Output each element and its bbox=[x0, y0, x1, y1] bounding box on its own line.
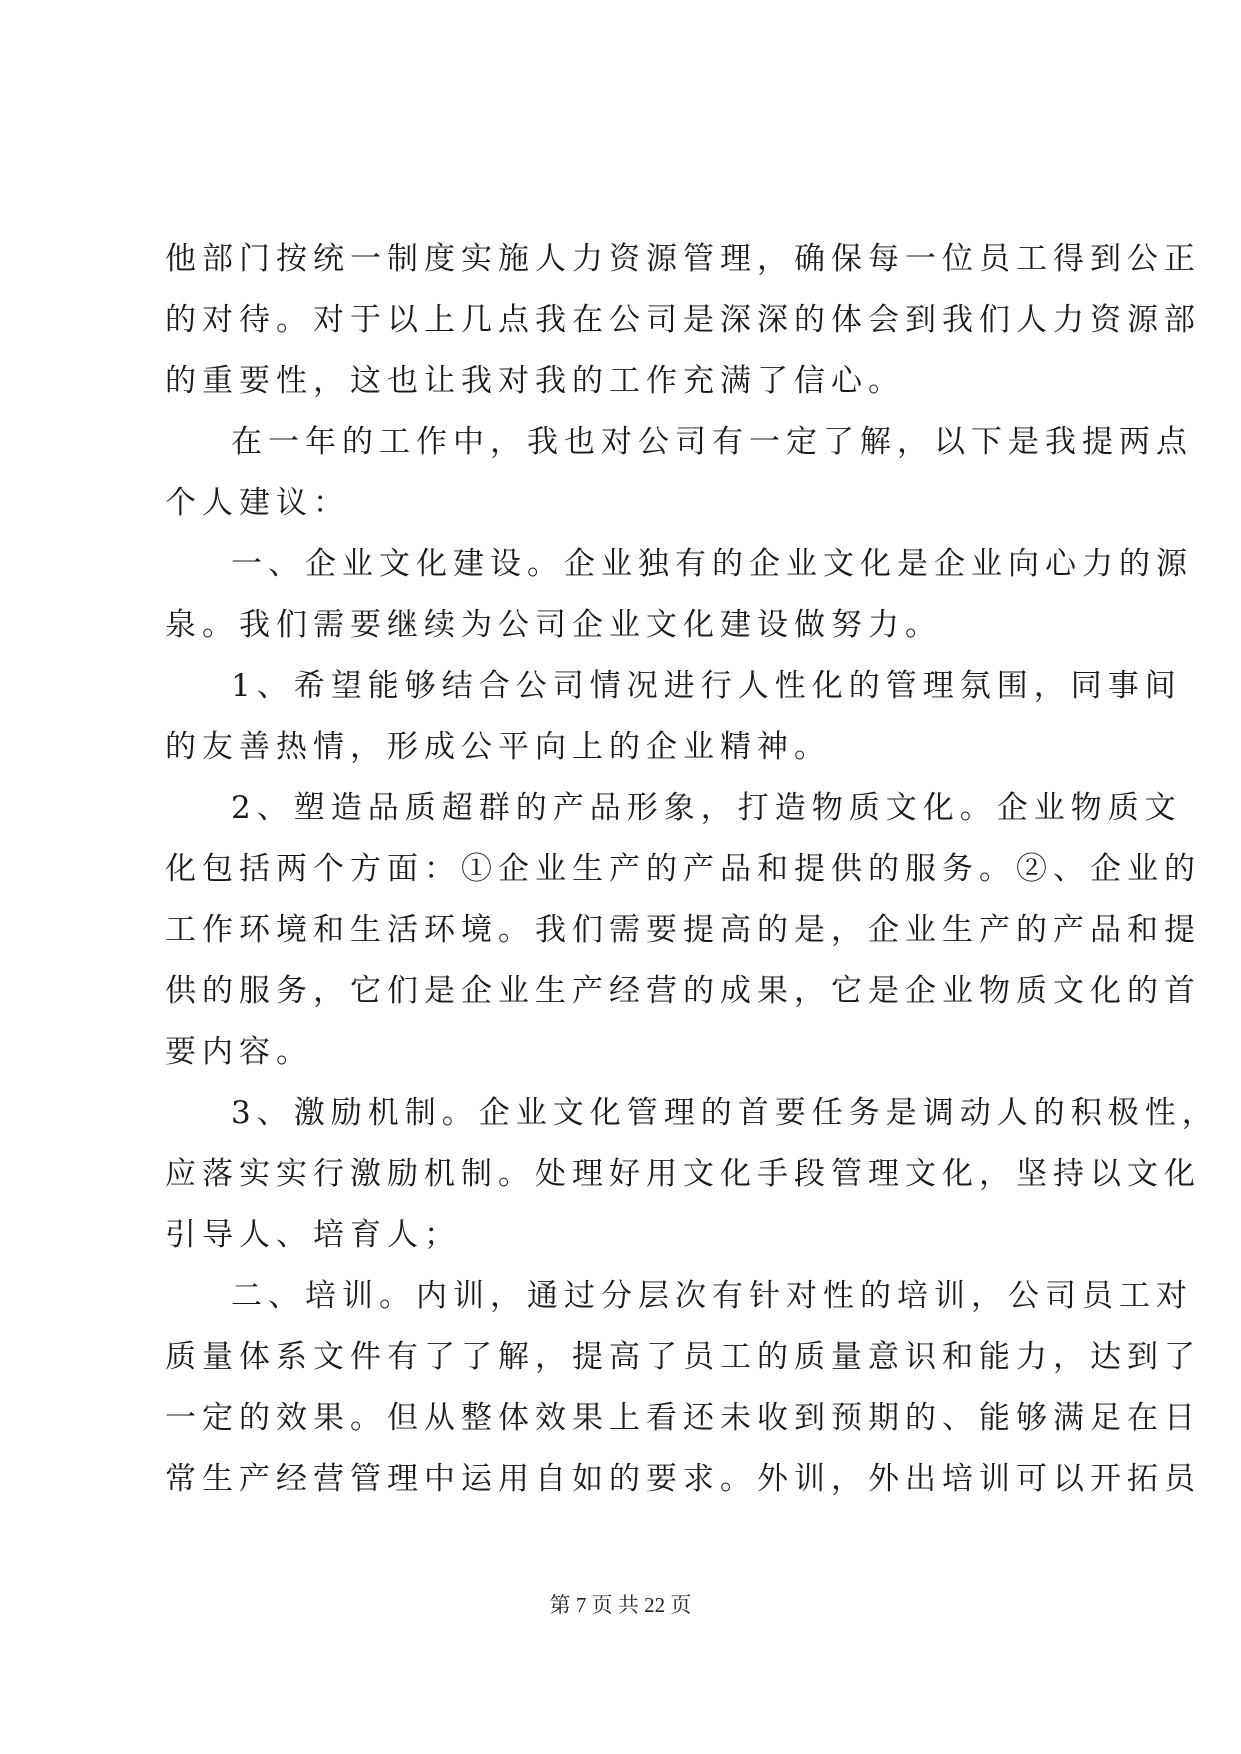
text-line: 一定的效果。但从整体效果上看还未收到预期的、能够满足在日 bbox=[165, 1400, 1201, 1436]
text-line: 供的服务，它们是企业生产经营的成果，它是企业物质文化的首 bbox=[165, 973, 1201, 1009]
text-line: 的友善热情，形成公平向上的企业精神。 bbox=[165, 729, 831, 765]
text-line: 应落实实行激励机制。处理好用文化手段管理文化，坚持以文化 bbox=[165, 1156, 1201, 1192]
text-line: 化包括两个方面：①企业生产的产品和提供的服务。②、企业的 bbox=[165, 851, 1201, 887]
text-line: 常生产经营管理中运用自如的要求。外训，外出培训可以开拓员 bbox=[165, 1461, 1201, 1497]
text-line: 工作环境和生活环境。我们需要提高的是，企业生产的产品和提 bbox=[165, 912, 1201, 948]
text-line: 个人建议： bbox=[165, 485, 350, 521]
text-line: 他部门按统一制度实施人力资源管理，确保每一位员工得到公正 bbox=[165, 241, 1201, 277]
text-line: 质量体系文件有了了解，提高了员工的质量意识和能力，达到了 bbox=[165, 1339, 1201, 1375]
text-line: 一、企业文化建设。企业独有的企业文化是企业向心力的源 bbox=[231, 546, 1193, 582]
text-line: 的对待。对于以上几点我在公司是深深的体会到我们人力资源部 bbox=[165, 302, 1201, 338]
text-line: 二、培训。内训，通过分层次有针对性的培训，公司员工对 bbox=[231, 1278, 1193, 1314]
page-number-footer: 第 7 页 共 22 页 bbox=[549, 1593, 692, 1617]
text-line: 3、激励机制。企业文化管理的首要任务是调动人的积极性， bbox=[231, 1095, 1219, 1131]
text-line: 2、塑造品质超群的产品形象，打造物质文化。企业物质文 bbox=[231, 790, 1182, 826]
text-line: 要内容。 bbox=[165, 1034, 313, 1070]
text-line: 泉。我们需要继续为公司企业文化建设做努力。 bbox=[165, 607, 942, 643]
document-body bbox=[165, 229, 1219, 1510]
text-line: 的重要性，这也让我对我的工作充满了信心。 bbox=[165, 363, 905, 399]
text-line: 1、希望能够结合公司情况进行人性化的管理氛围，同事间 bbox=[231, 668, 1182, 704]
text-line: 在一年的工作中，我也对公司有一定了解，以下是我提两点 bbox=[231, 424, 1193, 460]
text-line: 引导人、培育人； bbox=[165, 1217, 461, 1253]
